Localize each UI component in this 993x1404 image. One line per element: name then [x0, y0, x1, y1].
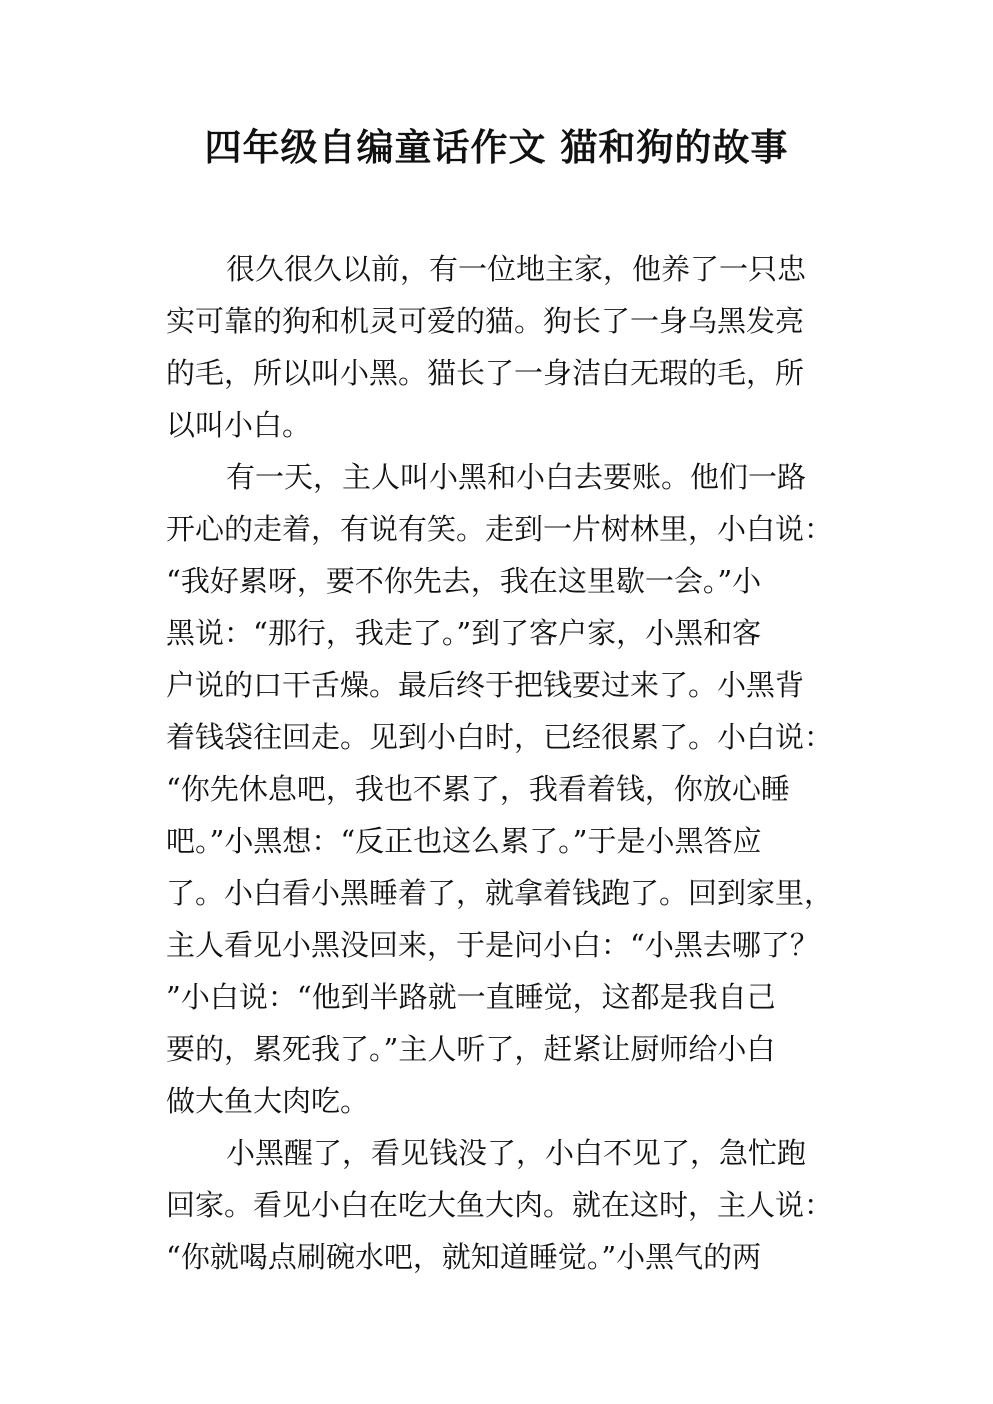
text-line: 小黑醒了，看见钱没了，小白不见了，急忙跑 — [226, 1136, 807, 1170]
text-line: 做大鱼大肉吃。 — [166, 1084, 370, 1118]
paragraph-1 — [166, 243, 856, 451]
text-line: “我好累呀，要不你先去，我在这里歇一会。”小 — [166, 564, 762, 598]
paragraph-3 — [166, 1127, 856, 1283]
text-line: 着钱袋往回走。见到小白时，已经很累了。小白说： — [166, 720, 834, 754]
paragraph-2 — [166, 451, 856, 1127]
text-line: 开心的走着，有说有笑。走到一片树林里，小白说： — [166, 512, 834, 546]
document-title: 四年级自编童话作文 猫和狗的故事 — [204, 126, 789, 169]
text-line: 要的，累死我了。”主人听了，赶紧让厨师给小白 — [166, 1032, 776, 1066]
text-line: 以叫小白。 — [166, 408, 312, 442]
text-line: 有一天，主人叫小黑和小白去要账。他们一路 — [226, 460, 807, 494]
text-line: 吧。”小黑想：“反正也这么累了。”于是小黑答应 — [166, 824, 762, 858]
text-line: ”小白说：“他到半路就一直睡觉，这都是我自己 — [166, 980, 776, 1014]
text-line: 主人看见小黑没回来，于是问小白：“小黑去哪了？ — [166, 928, 819, 962]
text-line: 的毛，所以叫小黑。猫长了一身洁白无瑕的毛，所 — [166, 356, 805, 390]
text-line: “你先休息吧，我也不累了，我看着钱，你放心睡 — [166, 772, 790, 806]
text-line: 回家。看见小白在吃大鱼大肉。就在这时，主人说： — [166, 1188, 834, 1222]
text-line: “你就喝点刷碗水吧，就知道睡觉。”小黑气的两 — [166, 1240, 762, 1274]
text-line: 实可靠的狗和机灵可爱的猫。狗长了一身乌黑发亮 — [166, 304, 805, 338]
text-line: 很久很久以前，有一位地主家，他养了一只忠 — [226, 252, 807, 286]
text-line: 了。小白看小黑睡着了，就拿着钱跑了。回到家里， — [166, 876, 834, 910]
document-body — [166, 243, 856, 1283]
text-line: 户说的口干舌燥。最后终于把钱要过来了。小黑背 — [166, 668, 805, 702]
text-line: 黑说：“那行，我走了。”到了客户家，小黑和客 — [166, 616, 762, 650]
